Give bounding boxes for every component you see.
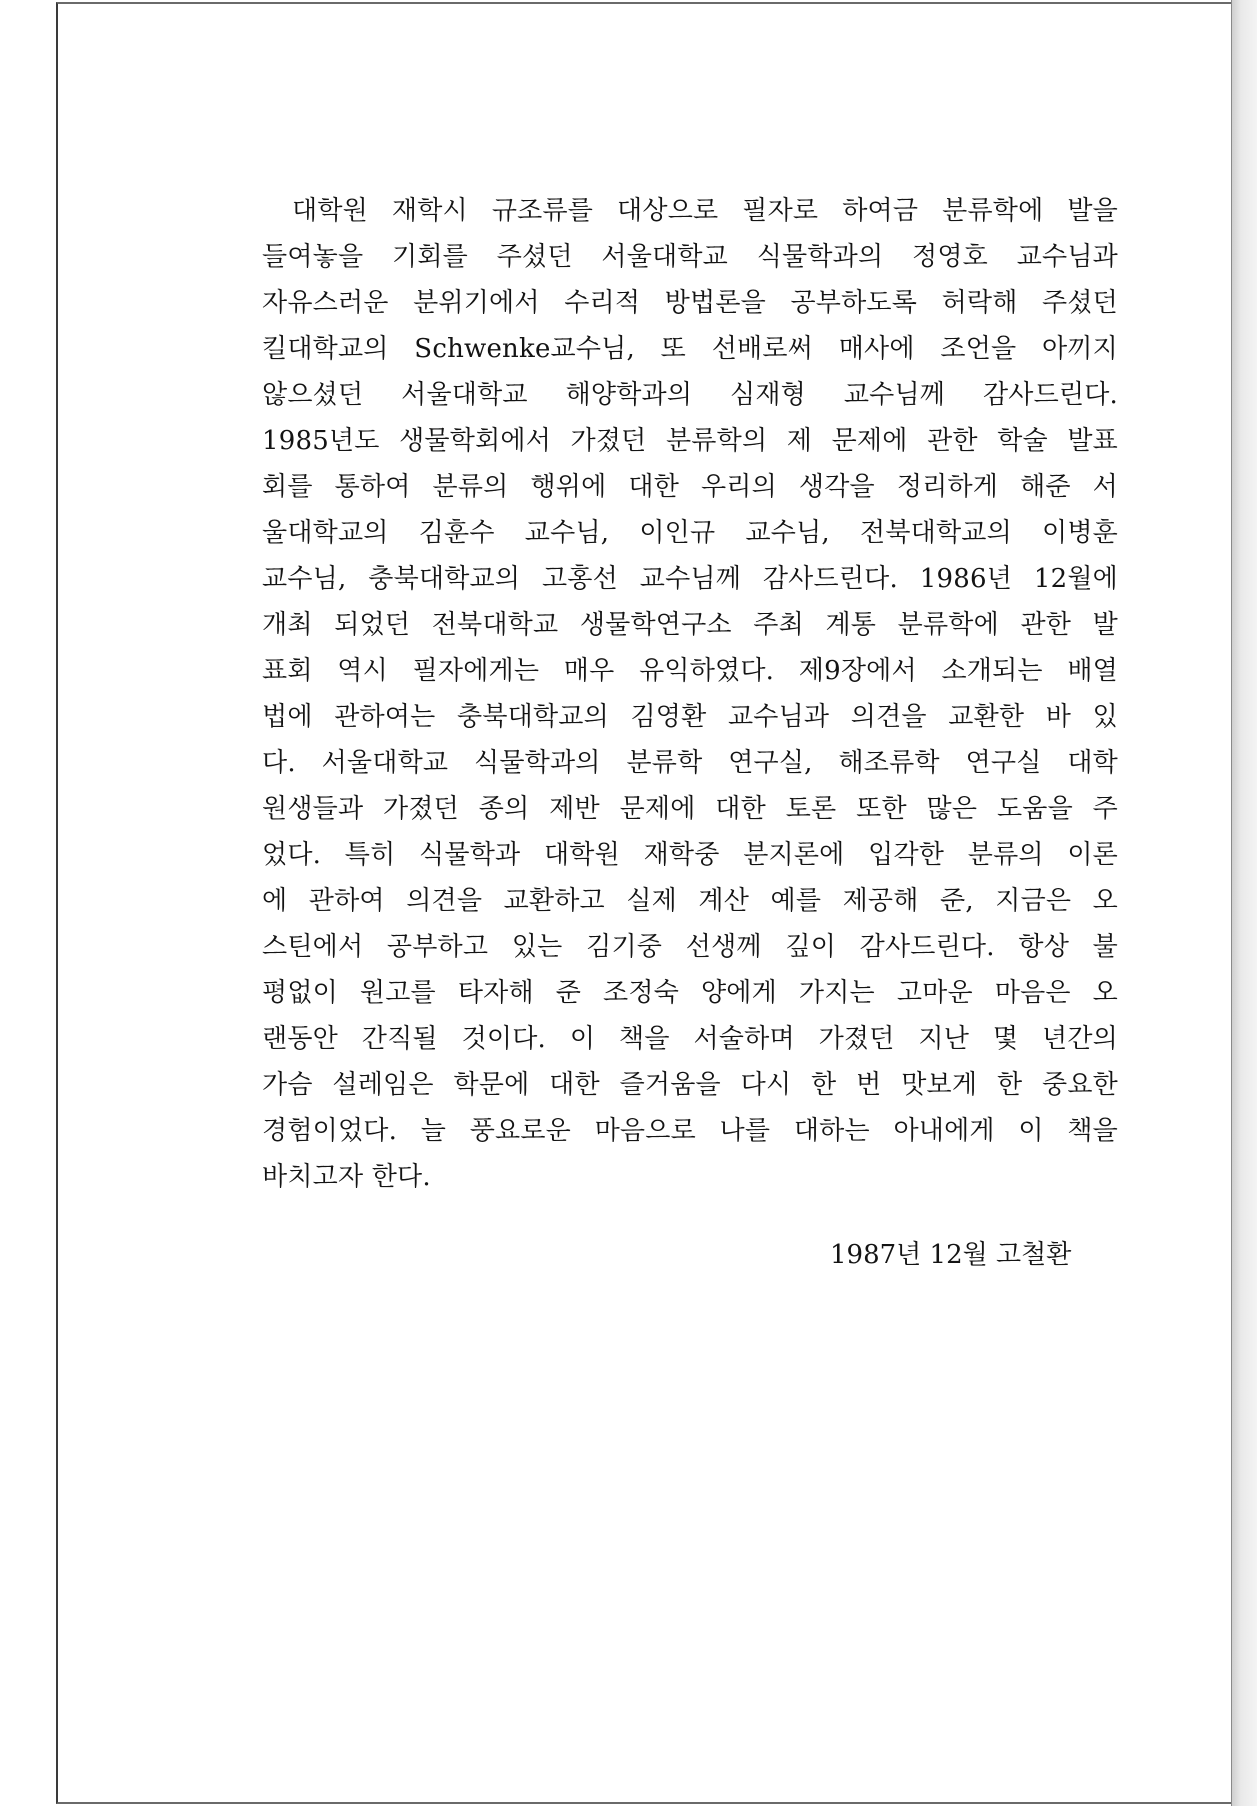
- date-and-author-signature: 1987년 12월 고철환: [830, 1240, 1072, 1270]
- body-line: 원생들과 가졌던 종의 제반 문제에 대한 토론 또한 많은 도움을 주: [262, 794, 1118, 824]
- preface-body: [262, 188, 1118, 1200]
- body-line: 경험이었다. 늘 풍요로운 마음으로 나를 대하는 아내에게 이 책을: [262, 1116, 1118, 1146]
- body-line: 회를 통하여 분류의 행위에 대한 우리의 생각을 정리하게 해준 서: [262, 472, 1118, 502]
- body-line: 가슴 설레임은 학문에 대한 즐거움을 다시 한 번 맛보게 한 중요한: [262, 1070, 1118, 1100]
- body-line: 킬대학교의 Schwenke교수님, 또 선배로써 매사에 조언을 아끼지: [262, 334, 1118, 364]
- viewer-left-margin: [0, 0, 56, 1806]
- body-line: 1985년도 생물학회에서 가졌던 분류학의 제 문제에 관한 학술 발표: [262, 426, 1118, 456]
- body-line: 울대학교의 김훈수 교수님, 이인규 교수님, 전북대학교의 이병훈: [262, 518, 1118, 548]
- body-line: 다. 서울대학교 식물학과의 분류학 연구실, 해조류학 연구실 대학: [262, 748, 1118, 778]
- body-line: 자유스러운 분위기에서 수리적 방법론을 공부하도록 허락해 주셨던: [262, 288, 1118, 318]
- body-line: 교수님, 충북대학교의 고홍선 교수님께 감사드린다. 1986년 12월에: [262, 564, 1118, 594]
- body-line: 평없이 원고를 타자해 준 조정숙 양에게 가지는 고마운 마음은 오: [262, 978, 1118, 1008]
- body-line: 에 관하여 의견을 교환하고 실제 계산 예를 제공해 준, 지금은 오: [262, 886, 1118, 916]
- page-edge-shadow: [1232, 0, 1257, 1806]
- body-line: 않으셨던 서울대학교 해양학과의 심재형 교수님께 감사드린다.: [262, 380, 1118, 410]
- body-line: 랜동안 간직될 것이다. 이 책을 서술하며 가졌던 지난 몇 년간의: [262, 1024, 1118, 1054]
- body-line: 스틴에서 공부하고 있는 김기중 선생께 깊이 감사드린다. 항상 불: [262, 932, 1118, 962]
- body-line: 개최 되었던 전북대학교 생물학연구소 주최 계통 분류학에 관한 발: [262, 610, 1118, 640]
- body-line: 었다. 특히 식물학과 대학원 재학중 분지론에 입각한 분류의 이론: [262, 840, 1118, 870]
- body-line: 대학원 재학시 규조류를 대상으로 필자로 하여금 분류학에 발을: [292, 196, 1118, 226]
- body-line: 들여놓을 기회를 주셨던 서울대학교 식물학과의 정영호 교수님과: [262, 242, 1118, 272]
- body-line: 법에 관하여는 충북대학교의 김영환 교수님과 의견을 교환한 바 있: [262, 702, 1118, 732]
- body-line: 바치고자 한다.: [262, 1162, 431, 1192]
- body-line: 표회 역시 필자에게는 매우 유익하였다. 제9장에서 소개되는 배열: [262, 656, 1118, 686]
